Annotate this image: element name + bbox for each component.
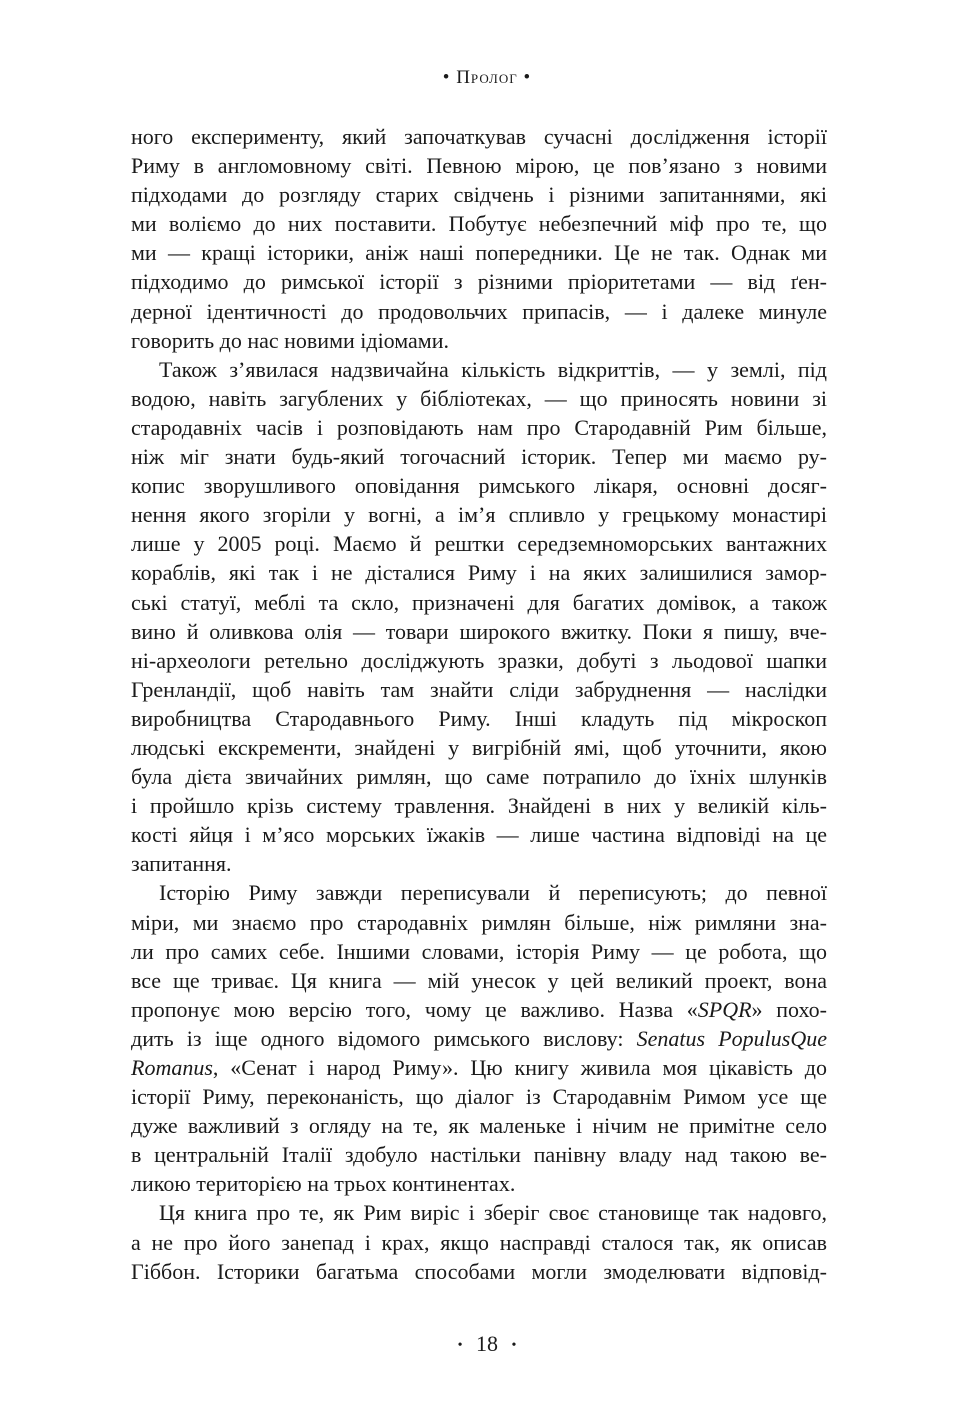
body-text	[131, 122, 827, 1286]
text-line: ми — кращі історики, аніж наші попередники. Це не так. Однак ми	[131, 240, 827, 266]
running-head-title: Пролог	[456, 67, 518, 88]
text-line: підходами до розгляду старих свідчень і різними запитаннями, які	[131, 182, 827, 208]
running-head	[0, 66, 974, 90]
text-line: Гіббон. Історики багатьма способами могли змоделювати відповід-	[131, 1258, 827, 1284]
text-line: копис зворушливого оповідання римського лікаря, основні досяг-	[131, 473, 827, 499]
folio-bullet-left: •	[457, 1337, 463, 1353]
text-line: стародавніх часів і розповідають нам про Стародавній Рим більше,	[131, 414, 827, 440]
text-line: ного експерименту, який започаткував сучасні дослідження історії	[131, 124, 827, 149]
text-line: ми воліємо до них поставити. Побутує небезпечний міф про те, що	[131, 211, 827, 237]
paragraph	[131, 1198, 827, 1285]
text-line: ли про самих себе. Іншими словами, історія Риму — це робота, що	[131, 938, 827, 964]
text-line: Romanus, «Сенат і народ Риму». Цю книгу живила моя цікавість до	[131, 1055, 827, 1080]
text-line: дерної ідентичності до продовольчих припасів, — і далеке минуле	[131, 298, 827, 324]
paragraph	[131, 355, 827, 879]
text-line: Ця книга про те, як Рим виріс і зберіг своє становище так надовго,	[159, 1200, 827, 1226]
text-line: міри, ми знаємо про стародавніх римлян більше, ніж римляни зна-	[131, 909, 827, 935]
text-line: вино й оливкова олія — товари широкого вжитку. Поки я пишу, вче-	[131, 618, 827, 644]
text-line: лише у 2005 році. Маємо й рештки середземноморських вантажних	[131, 531, 827, 557]
running-head-bullet-right: •	[523, 67, 532, 88]
text-line: все ще триває. Ця книга — мій унесок у цей великий проект, вона	[131, 967, 827, 993]
text-line: кості яйця і м’ясо морських їжаків — лише частина відповіді на це	[131, 822, 827, 848]
text-line: Гренландії, щоб навіть там знайти сліди забруднення — наслідки	[131, 676, 827, 702]
page-number	[0, 1330, 974, 1360]
text-line: була дієта звичайних римлян, що саме потрапило до їхніх шлунків	[131, 764, 827, 790]
text-line: ні-археологи ретельно досліджують зразки, добуті з льодової шапки	[131, 647, 827, 673]
text-line: а не про його занепад і крах, якщо насправді сталося так, як описав	[131, 1229, 827, 1255]
text-line: водою, навіть загублених у бібліотеках, — що приносять новини зі	[131, 385, 827, 411]
text-line: ніж міг знати будь-який тогочасний історик. Тепер ми маємо ру-	[131, 444, 827, 470]
folio-bullet-right: •	[511, 1337, 517, 1353]
text-line: нення якого згоріли у вогні, а ім’я спливло у грецькому монастирі	[131, 502, 827, 528]
text-line: в центральній Італії здобуло настільки панівну владу над такою ве-	[131, 1142, 827, 1168]
text-line: Історію Риму завжди переписували й переписують; до певної	[159, 880, 827, 906]
text-line: підходимо до римської історії з різними пріоритетами — від ґен-	[131, 269, 827, 295]
text-line: і пройшло крізь систему травлення. Знайдені в них у великій кіль-	[131, 793, 827, 819]
text-line: Риму в англомовному світі. Певною мірою, це пов’язано з новими	[131, 153, 827, 179]
paragraph	[131, 878, 827, 1198]
text-line: пропонує мою версію того, чому це важливо. Назва «SPQR» похо-	[131, 996, 827, 1022]
folio-number: 18	[476, 1331, 498, 1356]
text-line: ські статуї, меблі та скло, призначені для багатих домівок, а також	[131, 589, 827, 615]
paragraph	[131, 122, 827, 355]
text-line: дить із іще одного відомого римського вислову: Senatus PopulusQue	[131, 1025, 828, 1051]
text-line: запитання.	[131, 851, 232, 877]
text-line: виробництва Стародавнього Риму. Інші кладуть під мікроскоп	[131, 705, 827, 731]
text-line: ликою територією на трьох континентах.	[131, 1171, 516, 1197]
text-line: людські екскременти, знайдені у вигрібній ямі, щоб уточнити, якою	[131, 734, 827, 760]
running-head-bullet-left: •	[442, 67, 451, 88]
text-line: історії Риму, переконаність, що діалог із Стародавнім Римом усе ще	[131, 1084, 827, 1110]
text-line: Також з’явилася надзвичайна кількість відкриттів, — у землі, під	[159, 356, 827, 382]
text-line: кораблів, які так і не дісталися Риму і на яких залишилися замор-	[131, 560, 827, 586]
text-line: говорить до нас новими ідіомами.	[131, 327, 449, 353]
text-line: дуже важливий з огляду на те, як маленьке і нічим не примітне село	[131, 1113, 827, 1139]
